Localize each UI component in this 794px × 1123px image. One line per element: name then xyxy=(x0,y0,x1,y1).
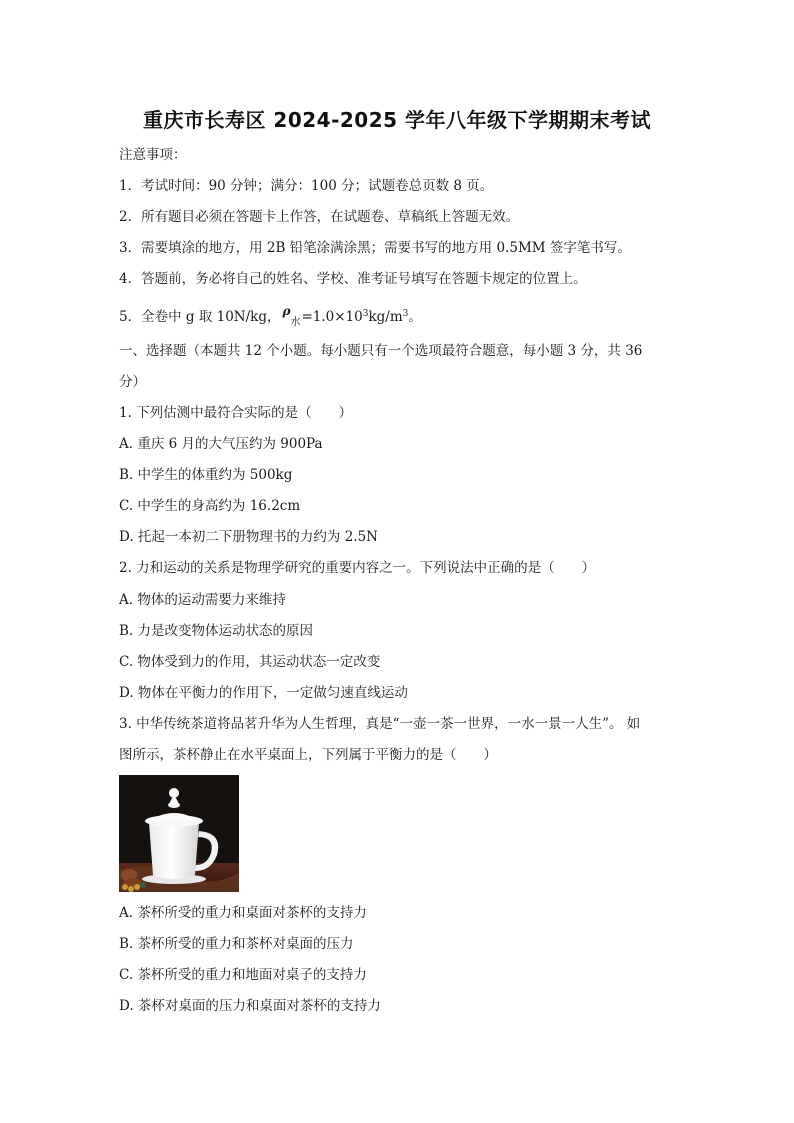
section-heading-line2: 分） xyxy=(119,374,146,390)
density-unit-exponent: 3 xyxy=(402,309,409,319)
q2-option-a: A. 物体的运动需要力来维持 xyxy=(119,592,286,608)
note-5-prefix: 5．全卷中 g 取 10N/kg， xyxy=(119,309,281,325)
exam-title: 重庆市长寿区 2024-2025 学年八年级下学期期末考试 xyxy=(142,108,652,132)
note-4: 4．答题前，务必将自己的姓名、学校、准考证号填写在答题卡规定的位置上。 xyxy=(119,271,587,287)
q1-option-b: B. 中学生的体重约为 500kg xyxy=(119,467,293,483)
q2-option-b: B. 力是改变物体运动状态的原因 xyxy=(119,623,314,639)
q3-option-a: A. 茶杯所受的重力和桌面对茶杯的支持力 xyxy=(119,905,367,921)
rho-subscript: 水 xyxy=(290,317,301,328)
q2-option-d: D. 物体在平衡力的作用下，一定做匀速直线运动 xyxy=(119,685,408,701)
teacup-illustration xyxy=(119,775,239,892)
q1-option-d: D. 托起一本初二下册物理书的力约为 2.5N xyxy=(119,529,378,545)
q1-option-a: A. 重庆 6 月的大气压约为 900Pa xyxy=(119,436,323,452)
notes-heading: 注意事项： xyxy=(119,147,187,163)
note-1: 1．考试时间：90 分钟；满分：100 分；试题卷总页数 8 页。 xyxy=(119,178,494,194)
teacup-photo xyxy=(119,775,239,892)
q3-option-d: D. 茶杯对桌面的压力和桌面对茶杯的支持力 xyxy=(119,998,381,1014)
section-heading-line1: 一、选择题（本题共 12 个小题。每小题只有一个选项最符合题意，每小题 3 分，共 36 xyxy=(119,343,643,359)
note-2: 2．所有题目必须在答题卡上作答，在试题卷、草稿纸上答题无效。 xyxy=(119,209,520,225)
density-exponent: 3 xyxy=(362,309,369,319)
q1-stem: 1. 下列估测中最符合实际的是（ ） xyxy=(119,405,353,421)
density-value: =1.0×10 xyxy=(301,309,363,325)
q3-stem-line1: 3. 中华传统茶道将品茗升华为人生哲理，真是“一壶一茶一世界，一水一景一人生”。 如 xyxy=(119,716,641,732)
q3-option-b: B. 茶杯所受的重力和茶杯对桌面的压力 xyxy=(119,936,354,952)
q1-option-c: C. 中学生的身高约为 16.2cm xyxy=(119,498,301,514)
note-3: 3．需要填涂的地方，用 2B 铅笔涂满涂黑；需要书写的地方用 0.5MM 签字笔书写。 xyxy=(119,240,631,256)
note-5-end: 。 xyxy=(408,309,422,325)
q2-option-c: C. 物体受到力的作用，其运动状态一定改变 xyxy=(119,654,381,670)
rho-symbol: ρ xyxy=(282,304,291,318)
q2-stem: 2. 力和运动的关系是物理学研究的重要内容之一。下列说法中正确的是（ ） xyxy=(119,560,596,576)
note-5 xyxy=(119,304,679,329)
q3-stem-line2: 图所示，茶杯静止在水平桌面上，下列属于平衡力的是（ ） xyxy=(119,747,497,763)
q3-option-c: C. 茶杯所受的重力和地面对桌子的支持力 xyxy=(119,967,367,983)
density-unit: kg/m xyxy=(368,309,403,325)
